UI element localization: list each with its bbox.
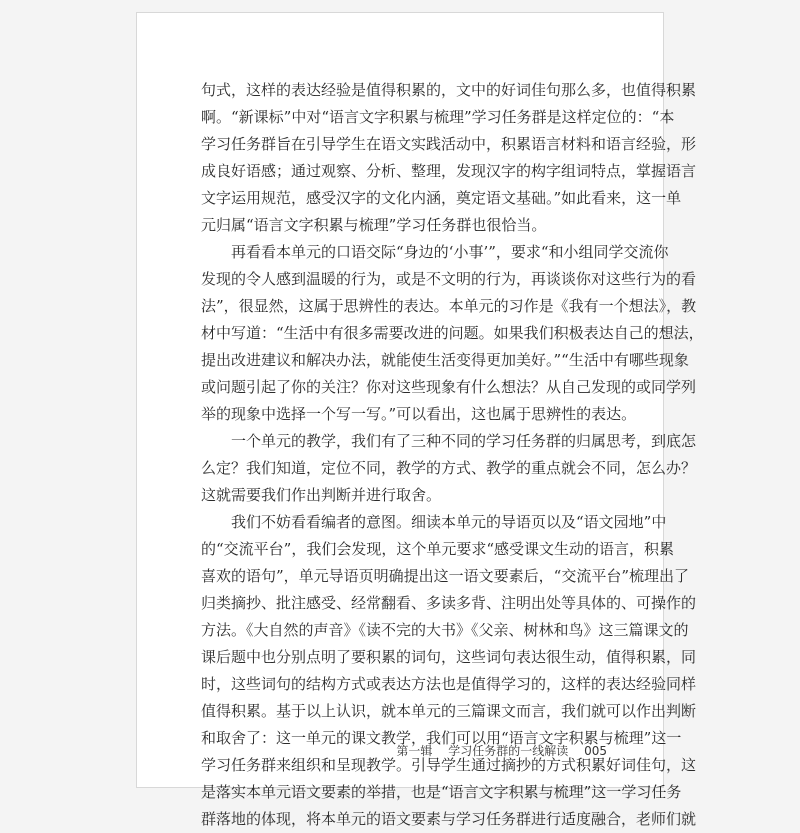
text-line: 或问题引起了你的关注？你对这些现象有什么想法？从自己发现的或同学列 <box>201 378 697 396</box>
text-line: 喜欢的语句”，单元导语页明确提出这一语文要素后，“交流平台”梳理出了 <box>201 567 690 585</box>
footer-title: 学习任务群的一线解读 <box>448 744 569 758</box>
text-line: 啊。“新课标”中对“语言文字积累与梳理”学习任务群是这样定位的：“本 <box>201 108 675 126</box>
page-number: 005 <box>584 744 607 758</box>
text-line: 时，这些词句的结构方式或表达方法也是值得学习的，这样的表达经验同样 <box>201 675 697 693</box>
text-line: 课后题中也分别点明了要积累的词句，这些词句表达很生动，值得积累，同 <box>201 648 697 666</box>
text-line: 举的现象中选择一个写一写。”可以看出，这也属于思辨性的表达。 <box>201 405 637 423</box>
text-line: 和取舍了：这一单元的课文教学，我们可以用“语言文字积累与梳理”这一 <box>201 729 682 747</box>
text-line: 发现的令人感到温暖的行为，或是不文明的行为，再谈谈你对这些行为的看 <box>201 270 697 288</box>
text-line: 归类摘抄、批注感受、经常翻看、多读多背、注明出处等具体的、可操作的 <box>201 594 697 612</box>
book-page <box>136 12 704 828</box>
text-line: 的“交流平台”，我们会发现，这个单元要求“感受课文生动的语言，积累 <box>201 540 675 558</box>
text-line: 法”，很显然，这属于思辨性的表达。本单元的习作是《我有一个想法》，教 <box>201 297 697 315</box>
page-footer <box>137 742 607 759</box>
text-line: 元归属“语言文字积累与梳理”学习任务群也很恰当。 <box>201 216 547 234</box>
text-line: 我们不妨看看编者的意图。细读本单元的导语页以及“语文园地”中 <box>231 513 667 531</box>
text-line: 再看看本单元的口语交际“身边的‘小事’”，要求“和小组同学交流你 <box>231 243 669 261</box>
text-line: 提出改进建议和解决办法，就能使生活变得更加美好。”“生活中有哪些现象 <box>201 351 689 369</box>
text-line: 句式，这样的表达经验是值得积累的，文中的好词佳句那么多，也值得积累 <box>201 81 697 99</box>
text-line: 这就需要我们作出判断并进行取舍。 <box>201 486 442 504</box>
text-line: 一个单元的教学，我们有了三种不同的学习任务群的归属思考，到底怎 <box>231 432 697 450</box>
text-line: 文字运用规范，感受汉字的文化内涵，奠定语文基础。”如此看来，这一单 <box>201 189 682 207</box>
text-line: 材中写道：“生活中有很多需要改进的问题。如果我们积极表达自己的想法， <box>201 324 704 342</box>
text-line: 么定？我们知道，定位不同，教学的方式、教学的重点就会不同，怎么办？ <box>201 459 697 477</box>
text-line: 是落实本单元语文要素的举措，也是“语言文字积累与梳理”这一学习任务 <box>201 783 682 801</box>
text-line: 值得积累。基于以上认识，就本单元的三篇课文而言，我们就可以作出判断 <box>201 702 697 720</box>
text-line: 成良好语感；通过观察、分析、整理，发现汉字的构字组词特点，掌握语言 <box>201 162 697 180</box>
text-line: 学习任务群来组织和呈现教学。引导学生通过摘抄的方式积累好词佳句，这 <box>201 756 697 774</box>
text-line: 群落地的体现，将本单元的语文要素与学习任务群进行适度融合，老师们就 <box>201 810 697 828</box>
body-text <box>201 77 704 833</box>
text-line: 方法。《大自然的声音》《读不完的大书》《父亲、树林和鸟》这三篇课文的 <box>201 621 689 639</box>
text-line: 学习任务群旨在引导学生在语文实践活动中，积累语言材料和语言经验，形 <box>201 135 697 153</box>
footer-section: 第一辑 <box>396 744 433 758</box>
